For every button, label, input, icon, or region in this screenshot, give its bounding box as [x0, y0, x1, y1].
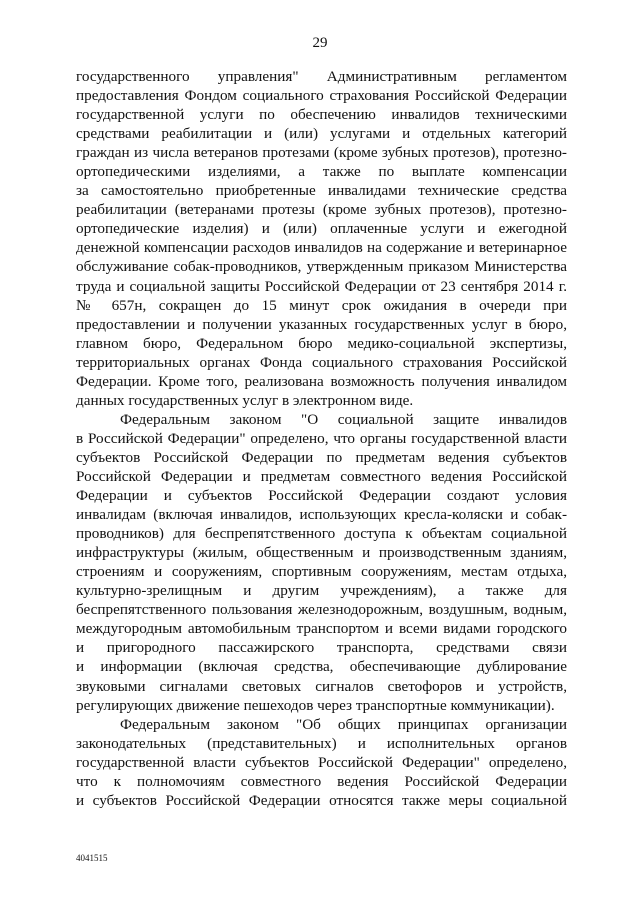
text-line: Федеральным законом "О социальной защите инвалидов [120, 410, 567, 428]
text-line: ортопедические изделия) и (или) оплаченные услуги и ежегодной [76, 220, 567, 238]
text-line: культурно-зрелищным и другим учреждениям), а также для [76, 582, 567, 600]
text-line: данных государственных услуг в электронном виде. [76, 391, 414, 409]
text-line: граждан из числа ветеранов протезами (кроме зубных протезов), протезно- [76, 144, 567, 162]
text-line: и пригородного пассажирского транспорта, средствами связи [76, 639, 567, 657]
paragraph-social-protection-law [76, 410, 567, 715]
text-line: реабилитации (ветеранами протезы (кроме зубных протезов), протезно- [76, 201, 567, 219]
paragraph-general-principles-law [76, 715, 567, 810]
text-line: субъектов Российской Федерации по предметам ведения субъектов [76, 448, 567, 466]
text-line: труда и социальной защиты Российской Федерации от 23 сентября 2014 г. [76, 277, 567, 295]
text-line: проводников) для беспрепятственного доступа к объектам социальной [76, 525, 567, 543]
document-body [76, 67, 567, 810]
text-line: инвалидам (включая инвалидов, использующих кресла-коляски и собак- [76, 506, 567, 524]
paragraph-admin-regulation [76, 67, 567, 410]
text-line: что к полномочиям совместного ведения Российской Федерации [76, 772, 567, 790]
text-line: регулирующих движение пешеходов через транспортные коммуникации). [76, 696, 555, 714]
text-line: за самостоятельно приобретенные инвалидами технические средства [76, 182, 567, 200]
text-line: междугородным автомобильным транспортом и всеми видами городского [76, 620, 567, 638]
text-line: № 657н, сокращен до 15 минут срок ожидания в очереди при [76, 296, 567, 314]
text-line: строениям и сооружениям, спортивным сооружениям, местам отдыха, [76, 563, 567, 581]
text-line: и информации (включая средства, обеспечивающие дублирование [76, 658, 567, 676]
text-line: и субъектов Российской Федерации относятся также меры социальной [76, 791, 567, 809]
text-line: государственной услуги по обеспечению инвалидов техническими [76, 106, 567, 124]
document-code: 4041515 [76, 853, 108, 863]
text-line: обслуживание собак-проводников, утвержденным приказом Министерства [76, 258, 567, 276]
text-line: звуковыми сигналами световых сигналов светофоров и устройств, [76, 677, 567, 695]
text-line: предоставлении и получении указанных государственных услуг в бюро, [76, 315, 567, 333]
text-line: средствами реабилитации и (или) услугами и отдельных категорий [76, 125, 567, 143]
text-line: ортопедическими изделиями, а также по выплате компенсации [76, 163, 567, 181]
text-line: денежной компенсации расходов инвалидов на содержание и ветеринарное [76, 239, 567, 257]
text-line: Федерации и субъектов Российской Федерации создают условия [76, 487, 567, 505]
text-line: Федерации. Кроме того, реализована возможность получения инвалидом [76, 372, 567, 390]
text-line: Российской Федерации и предметам совместного ведения Российской [76, 467, 567, 485]
text-line: беспрепятственного пользования железнодорожным, воздушным, водным, [76, 601, 567, 619]
text-line: Федеральным законом "Об общих принципах организации [120, 715, 567, 733]
page-number: 29 [312, 35, 328, 51]
text-line: законодательных (представительных) и исполнительных органов [76, 734, 567, 752]
text-line: главном бюро, Федеральном бюро медико-социальной экспертизы, [76, 334, 567, 352]
text-line: предоставления Фондом социального страхования Российской Федерации [76, 87, 567, 105]
text-line: государственного управления" Административным регламентом [76, 68, 567, 85]
text-line: территориальных органах Фонда социального страхования Российской [76, 353, 567, 371]
text-line: государственной власти субъектов Российской Федерации" определено, [76, 753, 567, 771]
text-line: инфраструктуры (жилым, общественным и производственным зданиям, [76, 544, 567, 562]
text-line: в Российской Федерации" определено, что органы государственной власти [76, 429, 567, 447]
